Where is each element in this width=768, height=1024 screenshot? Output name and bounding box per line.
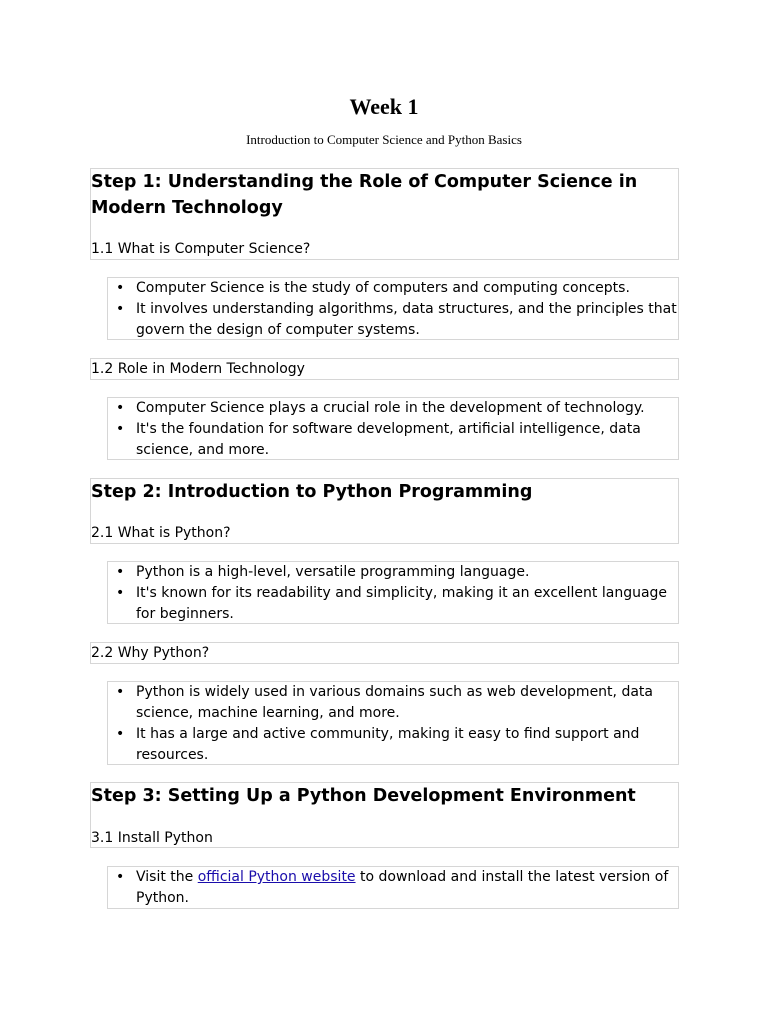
section-3-1-heading: 3.1 Install Python	[91, 830, 213, 846]
section-2-1-heading: 2.1 What is Python?	[91, 525, 231, 541]
bullet-icon: •	[116, 301, 125, 317]
bullet-icon: •	[116, 421, 125, 437]
list-item-text: It has a large and active community, making it easy to find support and resources.	[136, 726, 640, 763]
list-item-text-before: Visit the	[136, 869, 198, 885]
section-2-1-list	[107, 561, 679, 624]
bullet-icon: •	[116, 684, 125, 700]
list-item-text: It's the foundation for software development, artificial intelligence, data science, and more.	[136, 421, 641, 458]
step-3-title: Step 3: Setting Up a Python Development Environment	[91, 786, 636, 806]
page-subtitle: Introduction to Computer Science and Python Basics	[246, 132, 522, 147]
list-item-text: Python is widely used in various domains such as web development, data science, machine learning, and more.	[136, 684, 653, 721]
section-1-2-box	[90, 358, 679, 380]
bullet-icon: •	[116, 564, 125, 580]
section-1-1-list	[107, 277, 679, 340]
section-2-2-box	[90, 642, 679, 664]
step-1-box	[90, 168, 679, 260]
list-item	[108, 867, 678, 909]
step-3-box	[90, 782, 679, 848]
section-1-2-heading: 1.2 Role in Modern Technology	[91, 361, 305, 377]
list-item	[108, 562, 678, 583]
list-item-text: It's known for its readability and simplicity, making it an excellent language for beginners.	[136, 585, 668, 622]
bullet-icon: •	[116, 869, 125, 885]
step-2-title: Step 2: Introduction to Python Programming	[91, 482, 533, 502]
list-item	[108, 278, 678, 299]
list-item-text: It involves understanding algorithms, data structures, and the principles that govern the design of computer systems.	[136, 301, 677, 338]
list-item-text-after: to download and install the latest version of Python.	[136, 869, 669, 906]
step-1-title: Step 1: Understanding the Role of Computer Science in Modern Technology	[91, 172, 638, 218]
list-item	[108, 583, 678, 625]
python-website-link[interactable]: official Python website	[197, 869, 356, 885]
section-2-2-list	[107, 681, 679, 765]
bullet-icon: •	[116, 726, 125, 742]
section-1-2-list	[107, 397, 679, 460]
section-3-1-list	[107, 866, 679, 909]
section-2-2-heading: 2.2 Why Python?	[91, 645, 210, 661]
bullet-icon: •	[116, 400, 125, 416]
section-1-1-heading: 1.1 What is Computer Science?	[91, 241, 311, 257]
list-item-text: Python is a high-level, versatile programming language.	[136, 564, 530, 580]
list-item	[108, 299, 678, 341]
list-item	[108, 682, 678, 724]
list-item	[108, 398, 678, 419]
list-item-text: Computer Science plays a crucial role in the development of technology.	[136, 400, 645, 416]
list-item	[108, 419, 678, 461]
page-title: Week 1	[349, 94, 419, 119]
list-item-text: Computer Science is the study of computers and computing concepts.	[136, 280, 630, 296]
bullet-icon: •	[116, 585, 125, 601]
bullet-icon: •	[116, 280, 125, 296]
step-2-box	[90, 478, 679, 544]
list-item	[108, 724, 678, 766]
